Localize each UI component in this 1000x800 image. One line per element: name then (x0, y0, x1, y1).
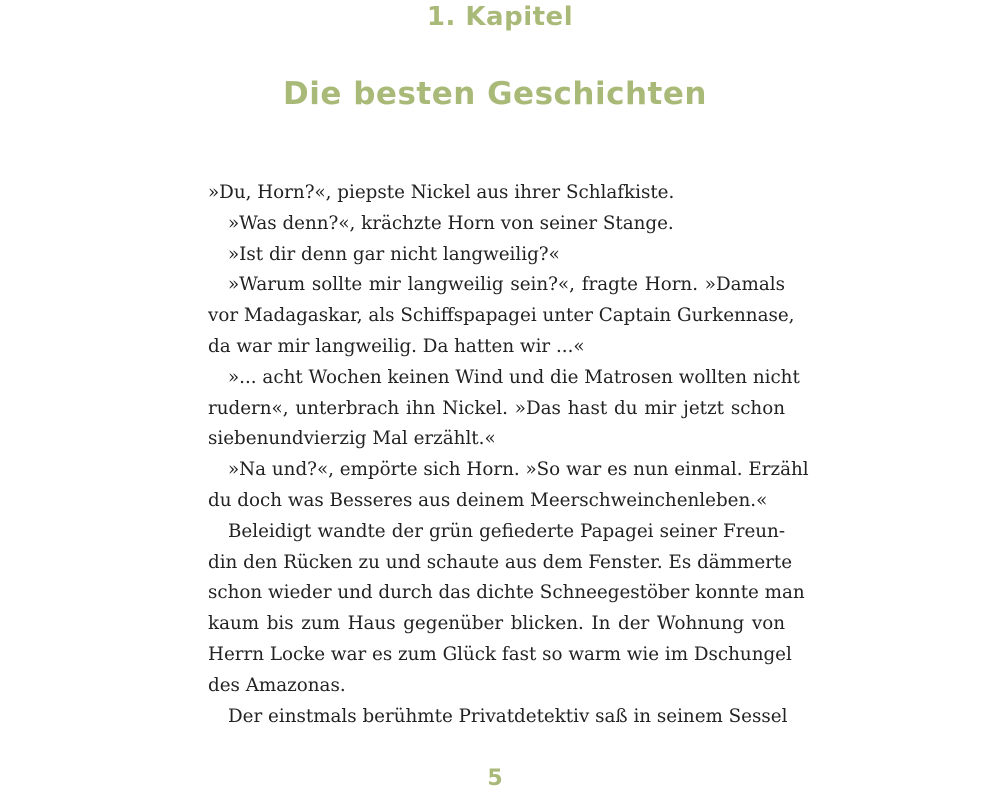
text-line: »Ist dir denn gar nicht langweilig?« (228, 243, 560, 265)
text-line: Der einstmals berühmte Privatdetektiv saß in seinem Sessel (228, 705, 788, 727)
text-line: da war mir langweilig. Da hatten wir ...« (208, 335, 585, 357)
text-line: vor Madagaskar, als Schiffspapagei unter Captain Gurkennase, (208, 305, 795, 327)
chapter-title: Die besten Geschichten (283, 76, 707, 112)
text-line: »Warum sollte mir langweilig sein?«, fragte Horn. »Damals (228, 274, 785, 296)
text-line: Herrn Locke war es zum Glück fast so warm wie im Dschungel (208, 643, 792, 665)
text-line: rudern«, unterbrach ihn Nickel. »Das hast du mir jetzt schon (208, 397, 785, 419)
text-line: »Du, Horn?«, piepste Nickel aus ihrer Schlafkiste. (208, 182, 675, 203)
text-line: Beleidigt wandte der grün gefiederte Papagei seiner Freun- (228, 520, 785, 542)
chapter-label: 1. Kapitel (426, 2, 574, 32)
text-line: »Was denn?«, krächzte Horn von seiner Stange. (228, 212, 674, 234)
text-line: kaum bis zum Haus gegenüber blicken. In der Wohnung von (208, 613, 785, 635)
text-line: »... acht Wochen keinen Wind und die Matrosen wollten nicht (228, 366, 800, 388)
page-number: 5 (487, 766, 503, 791)
text-line: din den Rücken zu und schaute aus dem Fenster. Es dämmerte (208, 551, 793, 573)
text-line: du doch was Besseres aus deinem Meerschweinchenleben.« (208, 489, 768, 511)
text-line: »Na und?«, empörte sich Horn. »So war es nun einmal. Erzähl (228, 459, 809, 481)
body-text (208, 178, 809, 732)
text-line: siebenundvierzig Mal erzählt.« (208, 428, 496, 450)
text-line: des Amazonas. (208, 674, 346, 696)
text-line: schon wieder und durch das dichte Schneegestöber konnte man (208, 582, 805, 604)
